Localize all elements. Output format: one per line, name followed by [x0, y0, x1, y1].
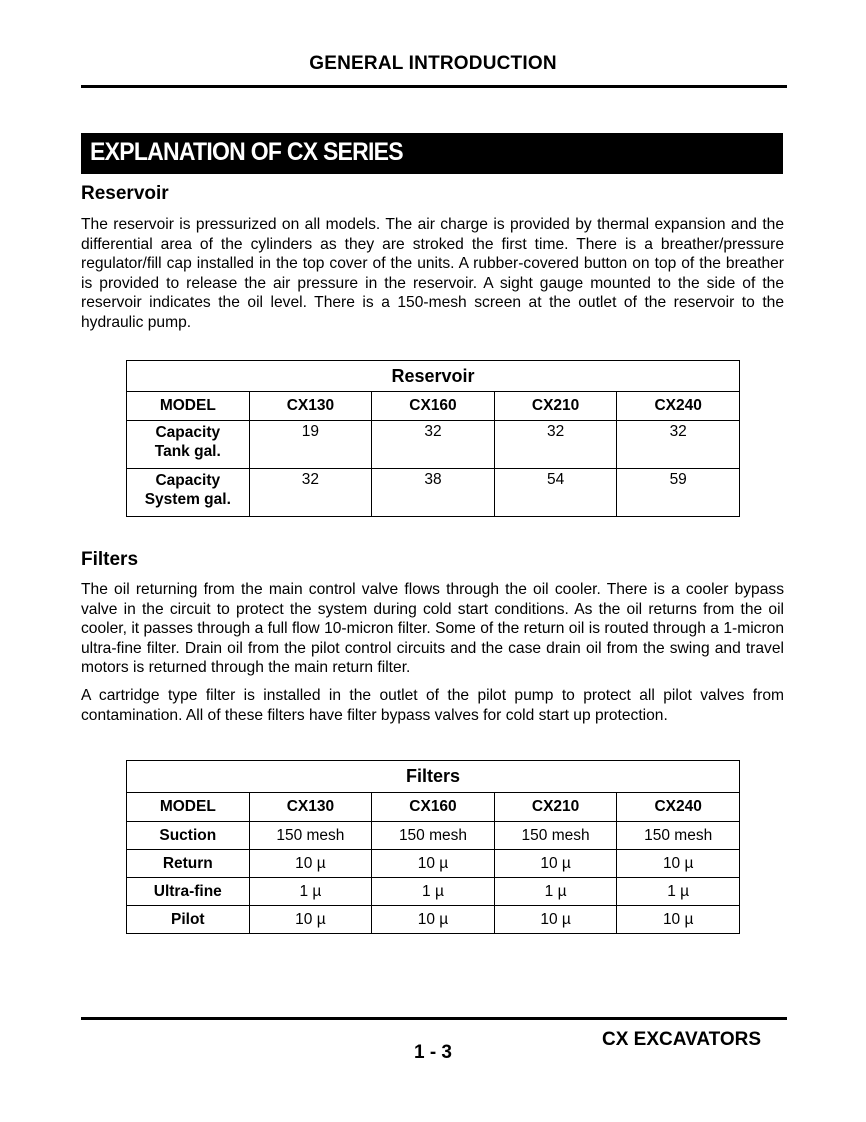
section-banner [81, 133, 783, 174]
table-row [127, 878, 740, 906]
footer-rule [81, 1017, 787, 1020]
filters-heading: Filters [81, 549, 139, 570]
section-title: EXPLANATION OF CX SERIES [90, 138, 403, 166]
column-header: CX210 [494, 392, 617, 421]
column-header: CX240 [617, 793, 740, 822]
table-cell: 32 [372, 421, 495, 469]
column-header: MODEL [127, 392, 250, 421]
table-cell: 32 [617, 421, 740, 469]
table-cell: 1 µ [617, 878, 740, 906]
table-cell: 10 µ [494, 906, 617, 934]
table-cell: 10 µ [617, 906, 740, 934]
table-row [127, 822, 740, 850]
row-label: Pilot [127, 906, 250, 934]
header-rule [81, 85, 787, 88]
reservoir-paragraph: The reservoir is pressurized on all models. The air charge is provided by thermal expansion and the differential area of the cylinders as they are stroked the first time. There is a breather/pressure regulator/fill cap installed in the top cover of the units. A rubber-covered button on top of the breather is provided to release the air pressure in the reservoir. A sight gauge mounted to the side of the reservoir indicates the oil level. There is a 150-mesh screen at the outlet of the reservoir to the hydraulic pump. [81, 216, 784, 331]
table-cell: 150 mesh [249, 822, 372, 850]
table-cell: 10 µ [372, 850, 495, 878]
table-row [127, 469, 740, 517]
column-header: MODEL [127, 793, 250, 822]
column-header: CX130 [249, 392, 372, 421]
row-label: Return [127, 850, 250, 878]
row-label-line2: System gal. [144, 491, 231, 508]
column-header: CX130 [249, 793, 372, 822]
table-cell: 38 [372, 469, 495, 517]
reservoir-table-caption: Reservoir [127, 361, 740, 392]
filters-table-caption: Filters [127, 761, 740, 793]
table-cell: 150 mesh [372, 822, 495, 850]
table-cell: 54 [494, 469, 617, 517]
table-cell: 10 µ [617, 850, 740, 878]
table-cell: 10 µ [494, 850, 617, 878]
column-header: CX210 [494, 793, 617, 822]
page-header-title: GENERAL INTRODUCTION [309, 53, 557, 74]
footer-product: CX EXCAVATORS [602, 1029, 762, 1050]
column-header: CX160 [372, 392, 495, 421]
table-cell: 32 [494, 421, 617, 469]
table-cell: 10 µ [249, 906, 372, 934]
footer-page-number: 1 - 3 [413, 1042, 453, 1063]
table-cell: 10 µ [249, 850, 372, 878]
table-cell: 1 µ [494, 878, 617, 906]
table-cell: 1 µ [372, 878, 495, 906]
column-header: CX240 [617, 392, 740, 421]
row-label-line2: Tank gal. [154, 443, 221, 460]
table-row [127, 850, 740, 878]
reservoir-heading: Reservoir [81, 183, 169, 204]
row-label [127, 469, 250, 517]
table-row [127, 421, 740, 469]
table-cell: 59 [617, 469, 740, 517]
table-cell: 150 mesh [617, 822, 740, 850]
filters-table [126, 760, 740, 934]
filters-paragraph-1: The oil returning from the main control valve flows through the oil cooler. There is a cooler bypass valve in the circuit to protect the system during cold start conditions. As the oil returns from the oil cooler, it passes through a full flow 10-micron filter. Some of the return oil is routed through a 1-micron ultra-fine filter. Drain oil from the pilot control circuits and the case drain oil from the swing and travel motors is returned through the main return filter. [81, 581, 784, 677]
row-label-line1: Capacity [155, 472, 221, 489]
table-row [127, 906, 740, 934]
reservoir-table [126, 360, 740, 517]
table-cell: 10 µ [372, 906, 495, 934]
row-label: Ultra-fine [127, 878, 250, 906]
filters-paragraph-2: A cartridge type filter is installed in the outlet of the pilot pump to protect all pilot valves from contamination. All of these filters have filter bypass valves for cold start up protection. [81, 687, 784, 724]
row-label: Suction [127, 822, 250, 850]
table-cell: 19 [249, 421, 372, 469]
row-label [127, 421, 250, 469]
table-cell: 32 [249, 469, 372, 517]
table-cell: 150 mesh [494, 822, 617, 850]
column-header: CX160 [372, 793, 495, 822]
table-cell: 1 µ [249, 878, 372, 906]
row-label-line1: Capacity [155, 424, 221, 441]
